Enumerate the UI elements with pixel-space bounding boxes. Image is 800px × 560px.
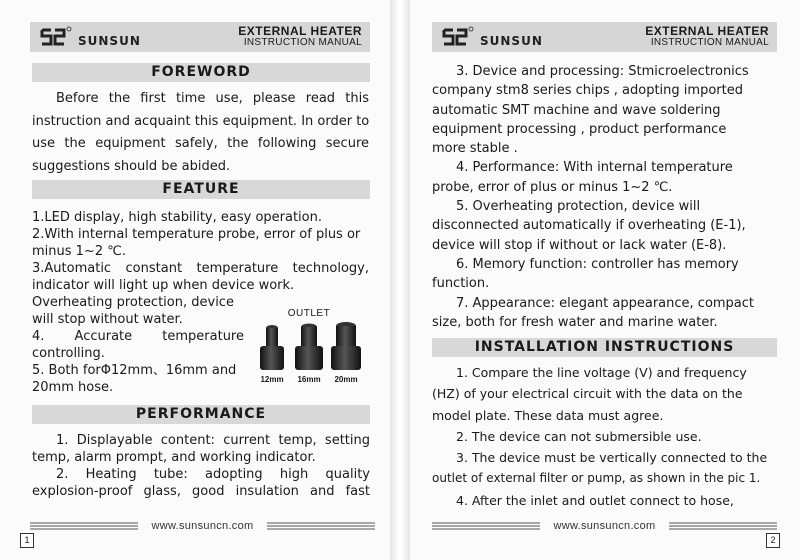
size-label: 20mm [334, 375, 358, 384]
brand-name: SUNSUN [78, 34, 141, 48]
footer-url: www.sunsuncn.com [151, 520, 254, 532]
page-footer [432, 520, 777, 534]
text-line: 5. Both forΦ12mm、16mm and [32, 363, 237, 378]
fitting-16mm-icon [295, 324, 323, 371]
text-line: explosion-proof glass, good insulation and fast [32, 484, 370, 499]
text-line: Before the first time use, please read this [56, 91, 369, 106]
text-line: 7. Appearance: elegant appearance, compact [456, 295, 755, 311]
section-heading-foreword: FOREWORD [32, 63, 370, 82]
text-line: model plate. These data must agree. [432, 407, 664, 423]
text-line: equipment processing , product performance [432, 121, 727, 137]
text-line: more stable . [432, 141, 518, 157]
text-line: use the equipment safely, the following secure [32, 136, 369, 151]
manual-title: EXTERNAL HEATER [645, 24, 769, 38]
fitting-12mm-icon [260, 325, 284, 370]
brand [442, 26, 543, 48]
feature-list-bottom [32, 294, 244, 396]
text-line: size, both for fresh water and marine water. [432, 314, 718, 330]
feature-continued-paragraph [432, 62, 777, 332]
text-line: 2. Heating tube: adopting high quality [56, 467, 370, 482]
text-line: 3. Device and processing: Stmicroelectronics [456, 64, 749, 79]
text-line: function. [432, 276, 490, 292]
page-header [30, 22, 370, 52]
text-line: (HZ) of your electrical circuit with the data on the [432, 386, 743, 402]
text-line: will stop without water. [32, 312, 183, 327]
text-line: 3.Automatic constant temperature technology, [32, 261, 369, 276]
page-footer [30, 520, 375, 534]
text-line: 2.With internal temperature probe, error of plus or [32, 227, 361, 242]
manual-title: EXTERNAL HEATER [238, 24, 362, 38]
text-line: probe, error of plus or minus 1~2 ℃. [432, 179, 673, 195]
performance-paragraph [32, 432, 370, 500]
foreword-paragraph [32, 88, 369, 178]
section-heading-performance: PERFORMANCE [32, 405, 370, 424]
text-line: 5. Overheating protection, device will [456, 199, 701, 215]
text-line: suggestions should be abided. [32, 158, 231, 174]
text-line: indicator will light up when device work. [32, 278, 295, 293]
outlet-title: OUTLET [287, 308, 331, 319]
text-line: 20mm hose. [32, 380, 114, 395]
brand-name: SUNSUN [480, 34, 543, 48]
text-line: 3. The device must be vertically connected to the [456, 450, 768, 466]
fitting-20mm-icon [331, 322, 361, 370]
book-spine [390, 0, 410, 560]
sunsun-logo-icon [442, 26, 474, 48]
text-line: 2. The device can not submersible use. [456, 428, 702, 444]
text-line: controlling. [32, 346, 105, 361]
left-page [0, 0, 390, 560]
text-line: 6. Memory function: controller has memory [456, 256, 739, 272]
section-heading-installation: INSTALLATION INSTRUCTIONS [432, 338, 777, 357]
text-line: minus 1~2 ℃. [32, 244, 126, 259]
sunsun-logo-icon [40, 26, 72, 48]
footer-url: www.sunsuncn.com [553, 520, 656, 532]
text-line: 1. Displayable content: current temp, setting [56, 433, 370, 448]
text-line: disconnected automatically if overheating (E-1), [432, 218, 746, 234]
right-page [410, 0, 800, 560]
installation-paragraph [432, 362, 777, 511]
text-line: outlet of external filter or pump, as shown in the pic 1. [432, 471, 761, 486]
page-number: 1 [20, 533, 34, 548]
text-line: instruction and acquaint this equipment. In order to [32, 113, 370, 129]
footer-rule-icon [267, 521, 375, 532]
size-label: 16mm [297, 375, 321, 384]
text-line: 4. After the inlet and outlet connect to hose, [456, 492, 734, 508]
brand [40, 26, 141, 48]
feature-list-top [32, 209, 369, 294]
section-heading-feature: FEATURE [32, 180, 370, 199]
hose-fittings-image [248, 322, 370, 374]
text-line: 4. Accurate temperature [32, 329, 244, 344]
text-line: 4. Performance: With internal temperature [456, 160, 733, 176]
text-line: company stm8 series chips , adopting imported [432, 83, 743, 99]
page-number: 2 [766, 533, 780, 548]
text-line: 1. Compare the line voltage (V) and frequency [456, 365, 747, 380]
manual-subtitle: INSTRUCTION MANUAL [650, 37, 769, 48]
text-line: automatic SMT machine and wave soldering [432, 102, 721, 118]
outlet-figure [248, 306, 370, 386]
size-label: 12mm [260, 375, 284, 384]
manual-subtitle: INSTRUCTION MANUAL [243, 37, 362, 48]
text-line: device will stop if without or lack water (E-8). [432, 237, 727, 253]
footer-rule-icon [669, 521, 777, 532]
text-line: temp, alarm prompt, and working indicator. [32, 450, 316, 465]
text-line: Overheating protection, device [32, 295, 234, 310]
text-line: 1.LED display, high stability, easy operation. [32, 210, 322, 225]
page-header [432, 22, 777, 52]
